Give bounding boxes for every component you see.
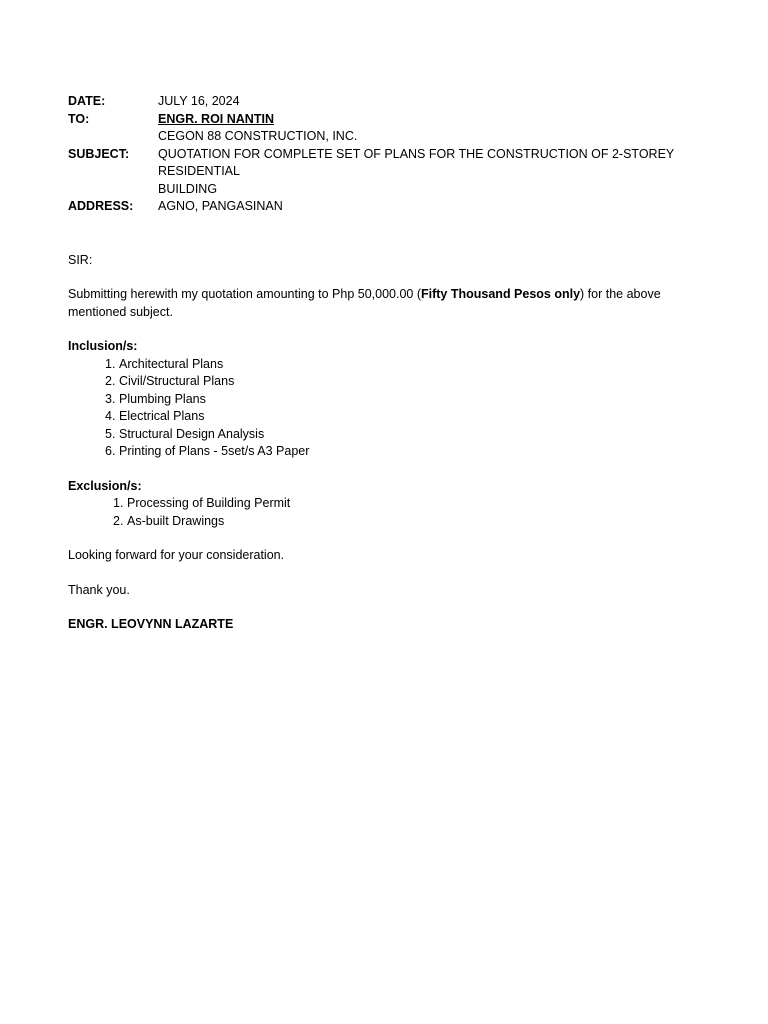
spacer [68,461,708,478]
spacer [68,530,708,547]
inclusions-heading: Inclusion/s: [68,339,138,353]
list-text: Electrical Plans [119,409,205,423]
subject-row-2 [68,181,708,199]
exclusions-heading: Exclusion/s: [68,478,142,493]
letter-body [68,93,708,634]
amount-in-words: Fifty Thousand Pesos only [421,287,581,301]
paragraph-line-2: mentioned subject. [68,304,173,319]
list-number: 2. [105,374,116,388]
salutation: SIR: [68,252,93,267]
subject-line-1: QUOTATION FOR COMPLETE SET OF PLANS FOR THE CONSTRUCTION OF 2-STOREY RESIDENTIAL [158,146,675,178]
subject-row [68,146,708,181]
list-item [105,408,708,426]
address-value: AGNO, PANGASINAN [158,199,283,213]
list-number: 2. [113,513,124,528]
list-text: Architectural Plans [119,356,224,371]
list-item [113,495,708,513]
inclusions-list [68,356,708,461]
list-item [105,426,708,444]
to-row [68,111,708,129]
spacer [68,321,708,338]
quotation-paragraph [68,286,708,304]
subject-label: SUBJECT: [68,146,130,161]
date-label: DATE: [68,94,106,108]
company-label-spacer [68,128,158,146]
spacer [68,216,708,252]
list-number: 5. [105,426,116,441]
list-item [105,443,708,461]
list-text: As-built Drawings [127,513,225,528]
list-number: 4. [105,409,116,423]
to-label: TO: [68,111,90,126]
paragraph-text-start: Submitting herewith my quotation amounting to Php 50,000.00 ( [68,287,421,301]
list-text: Printing of Plans - 5set/s A3 Paper [119,444,310,458]
spacer [68,269,708,286]
list-item [105,356,708,374]
list-number: 6. [105,444,116,458]
list-text: Structural Design Analysis [119,426,265,441]
list-item [105,373,708,391]
signature-name: ENGR. LEOVYNN LAZARTE [68,617,234,631]
recipient-company: CEGON 88 CONSTRUCTION, INC. [158,129,358,143]
address-row [68,198,708,216]
list-item [113,513,708,531]
subject-line-2: BUILDING [158,181,218,196]
spacer [68,599,708,616]
exclusions-list [68,495,708,530]
list-text: Processing of Building Permit [127,496,291,510]
company-row [68,128,708,146]
list-number: 1. [113,496,124,510]
date-row [68,93,708,111]
list-text: Civil/Structural Plans [119,374,235,388]
list-number: 1. [105,356,116,371]
subject-label-spacer [68,181,158,199]
date-value: JULY 16, 2024 [158,94,240,108]
list-item [105,391,708,409]
list-number: 3. [105,391,116,406]
address-label: ADDRESS: [68,199,134,213]
thank-you-line: Thank you. [68,582,130,597]
closing-line: Looking forward for your consideration. [68,548,285,562]
paragraph-text-end: ) for the above [580,287,661,301]
list-text: Plumbing Plans [119,391,206,406]
recipient-name: ENGR. ROI NANTIN [158,111,274,126]
spacer [68,565,708,582]
